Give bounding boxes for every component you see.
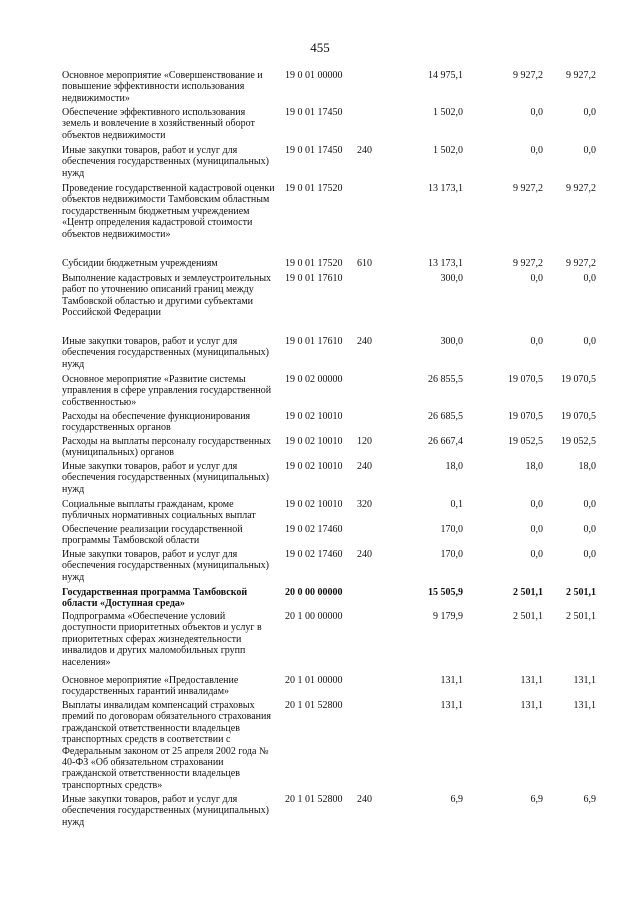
row-value-1: 14 975,1 (428, 70, 463, 81)
row-name: Основное мероприятие «Предоставление государственных гарантий инвалидам» (62, 675, 239, 698)
row-value-1: 131,1 (440, 700, 463, 711)
row-name: Основное мероприятие «Совершенствование и повышение эффективности использования недвижимости» (62, 70, 263, 104)
row-vr: 240 (357, 336, 372, 347)
row-value-3: 19 070,5 (561, 374, 596, 385)
row-value-2: 131,1 (520, 675, 543, 686)
row-value-3: 0,0 (583, 549, 596, 560)
row-code: 20 1 01 52800 (285, 794, 343, 805)
row-value-3: 0,0 (583, 499, 596, 510)
row-value-1: 6,9 (450, 794, 463, 805)
row-value-2: 9 927,2 (513, 258, 543, 269)
row-value-2: 2 501,1 (513, 587, 543, 598)
row-name: Иные закупки товаров, работ и услуг для обеспечения государственных (муниципальных) нужд (62, 549, 269, 583)
row-value-1: 300,0 (440, 336, 463, 347)
row-value-3: 2 501,1 (566, 611, 596, 622)
row-code: 19 0 01 17520 (285, 183, 343, 194)
row-value-2: 0,0 (530, 499, 543, 510)
row-value-3: 0,0 (583, 273, 596, 284)
page-number: 455 (310, 40, 330, 55)
row-name: Субсидии бюджетным учреждениям (62, 258, 218, 269)
row-value-2: 131,1 (520, 700, 543, 711)
row-code: 19 0 01 17610 (285, 273, 343, 284)
row-code: 19 0 02 10010 (285, 461, 343, 472)
row-vr: 320 (357, 499, 372, 510)
row-value-3: 131,1 (573, 700, 596, 711)
row-name: Выплаты инвалидам компенсаций страховых премий по договорам обязательного страхования гражданской ответственности владельцев транспортных средств в соответствии с Федеральным законом от 25 апреля 2002 года № 40-ФЗ «Об обязательном страховании гражданской ответственности владельцев транспортных средств» (62, 700, 271, 791)
row-code: 19 0 01 17450 (285, 107, 343, 118)
row-value-3: 19 070,5 (561, 411, 596, 422)
row-value-1: 13 173,1 (428, 183, 463, 194)
row-value-1: 13 173,1 (428, 258, 463, 269)
row-value-1: 26 685,5 (428, 411, 463, 422)
row-value-2: 0,0 (530, 107, 543, 118)
row-value-1: 170,0 (440, 549, 463, 560)
row-vr: 240 (357, 461, 372, 472)
row-name: Обеспечение реализации государственной программы Тамбовской области (62, 524, 243, 547)
row-code: 19 0 01 00000 (285, 70, 343, 81)
row-name: Иные закупки товаров, работ и услуг для обеспечения государственных (муниципальных) нужд (62, 336, 269, 370)
row-value-1: 15 505,9 (428, 587, 463, 598)
row-value-3: 19 052,5 (561, 436, 596, 447)
row-value-3: 0,0 (583, 524, 596, 535)
row-value-1: 1 502,0 (433, 145, 463, 156)
row-name: Государственная программа Тамбовской области «Доступная среда» (62, 587, 248, 610)
row-code: 19 0 02 17460 (285, 524, 343, 535)
row-value-2: 19 052,5 (508, 436, 543, 447)
row-name: Обеспечение эффективного использования земель и вовлечение в хозяйственный оборот объектов недвижимости (62, 107, 255, 141)
row-vr: 240 (357, 549, 372, 560)
row-value-3: 0,0 (583, 107, 596, 118)
row-code: 19 0 01 17450 (285, 145, 343, 156)
row-name: Подпрограмма «Обеспечение условий доступности приоритетных объектов и услуг в приоритетных сферах жизнедеятельности инвалидов и других маломобильных групп населения» (62, 611, 262, 668)
row-name: Иные закупки товаров, работ и услуг для обеспечения государственных (муниципальных) нужд (62, 145, 269, 179)
row-code: 19 0 01 17610 (285, 336, 343, 347)
row-value-1: 26 855,5 (428, 374, 463, 385)
row-value-3: 2 501,1 (566, 587, 596, 598)
row-name: Основное мероприятие «Развитие системы управления в сфере управления государственной собственностью» (62, 374, 272, 408)
row-value-2: 0,0 (530, 145, 543, 156)
row-value-1: 131,1 (440, 675, 463, 686)
row-value-2: 9 927,2 (513, 183, 543, 194)
row-value-1: 26 667,4 (428, 436, 463, 447)
row-value-3: 18,0 (578, 461, 596, 472)
row-name: Проведение государственной кадастровой оценки объектов недвижимости Тамбовским областным государственным бюджетным учреждением «Центр определения кадастровой стоимости объектов недвижимости» (62, 183, 275, 240)
row-value-2: 0,0 (530, 549, 543, 560)
row-value-3: 131,1 (573, 675, 596, 686)
row-value-3: 0,0 (583, 145, 596, 156)
row-code: 19 0 02 10010 (285, 436, 343, 447)
row-code: 19 0 02 00000 (285, 374, 343, 385)
row-name: Выполнение кадастровых и землеустроительных работ по уточнению описаний границ между Тамбовской областью и другими субъектами Российской Федерации (62, 273, 272, 319)
row-value-2: 19 070,5 (508, 374, 543, 385)
row-code: 19 0 02 17460 (285, 549, 343, 560)
row-value-1: 0,1 (450, 499, 463, 510)
row-name: Социальные выплаты гражданам, кроме публичных нормативных социальных выплат (62, 499, 256, 522)
row-code: 20 1 00 00000 (285, 611, 343, 622)
row-code: 19 0 02 10010 (285, 411, 343, 422)
row-value-2: 6,9 (530, 794, 543, 805)
row-value-2: 19 070,5 (508, 411, 543, 422)
row-vr: 240 (357, 794, 372, 805)
row-value-2: 2 501,1 (513, 611, 543, 622)
row-value-3: 6,9 (583, 794, 596, 805)
row-value-1: 1 502,0 (433, 107, 463, 118)
row-vr: 610 (357, 258, 372, 269)
row-code: 19 0 01 17520 (285, 258, 343, 269)
row-name: Расходы на обеспечение функционирования государственных органов (62, 411, 251, 434)
row-value-2: 18,0 (525, 461, 543, 472)
row-name: Иные закупки товаров, работ и услуг для обеспечения государственных (муниципальных) нужд (62, 794, 269, 828)
row-value-1: 170,0 (440, 524, 463, 535)
row-value-2: 9 927,2 (513, 70, 543, 81)
row-value-1: 18,0 (445, 461, 463, 472)
row-code: 20 1 01 00000 (285, 675, 343, 686)
row-name: Расходы на выплаты персоналу государственных (муниципальных) органов (62, 436, 272, 459)
row-value-3: 9 927,2 (566, 70, 596, 81)
row-value-3: 9 927,2 (566, 258, 596, 269)
row-code: 19 0 02 10010 (285, 499, 343, 510)
row-value-2: 0,0 (530, 273, 543, 284)
row-value-2: 0,0 (530, 336, 543, 347)
row-value-3: 0,0 (583, 336, 596, 347)
row-vr: 120 (357, 436, 372, 447)
row-vr: 240 (357, 145, 372, 156)
row-value-1: 300,0 (440, 273, 463, 284)
row-value-1: 9 179,9 (433, 611, 463, 622)
row-value-3: 9 927,2 (566, 183, 596, 194)
row-code: 20 0 00 00000 (285, 587, 343, 598)
row-name: Иные закупки товаров, работ и услуг для обеспечения государственных (муниципальных) нужд (62, 461, 269, 495)
row-code: 20 1 01 52800 (285, 700, 343, 711)
row-value-2: 0,0 (530, 524, 543, 535)
